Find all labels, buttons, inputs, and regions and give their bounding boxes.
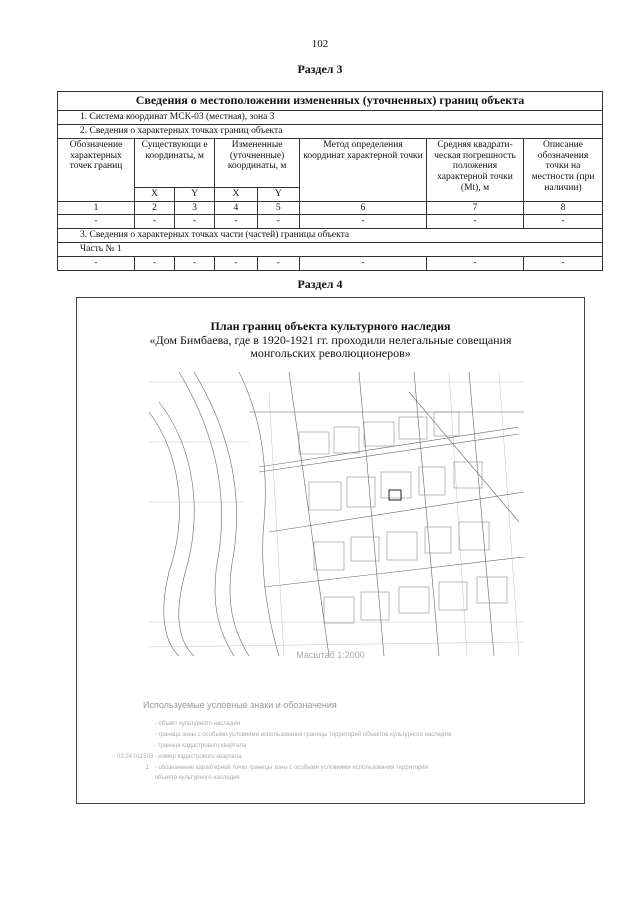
dash-cell: - bbox=[58, 257, 135, 271]
dash-cell: - bbox=[215, 215, 257, 229]
legend-item bbox=[117, 721, 240, 727]
dash-cell: - bbox=[135, 257, 175, 271]
legend-item bbox=[117, 743, 246, 749]
dash-row bbox=[58, 257, 603, 271]
part-points-row: 3. Сведения о характерных точках части (частей) границы объекта bbox=[58, 229, 603, 243]
num-cell: 6 bbox=[300, 201, 427, 215]
num-cell: 8 bbox=[524, 201, 603, 215]
col-method: Метод определения координат характерной точки bbox=[300, 138, 427, 201]
dash-cell: - bbox=[524, 257, 603, 271]
dash-cell: - bbox=[524, 215, 603, 229]
legend-text: - граница кадастрового квартала bbox=[154, 743, 247, 749]
sub-x-updated: X bbox=[215, 187, 257, 201]
dash-cell: - bbox=[427, 215, 524, 229]
legend-item bbox=[117, 775, 240, 781]
dash-cell: - bbox=[215, 257, 257, 271]
num-cell: 3 bbox=[175, 201, 215, 215]
section-4-title: Раздел 4 bbox=[297, 277, 343, 291]
plan-subtitle-line2: монгольских революционеров» bbox=[250, 346, 411, 360]
num-cell: 1 bbox=[58, 201, 135, 215]
col-existing-coords: Существующи е координаты, м bbox=[135, 138, 215, 187]
legend-text: - объект культурного наследия bbox=[154, 721, 241, 727]
col-updated-coords: Измененные (уточненные) координаты, м bbox=[215, 138, 300, 187]
col-point-designation: Обозначение характерных точек границ bbox=[58, 138, 135, 201]
dash-cell: - bbox=[257, 215, 299, 229]
dash-cell: - bbox=[135, 215, 175, 229]
coordinates-table bbox=[57, 91, 603, 271]
legend-symbol: 03:24:011503 bbox=[117, 754, 154, 760]
sub-y-updated: Y bbox=[257, 187, 299, 201]
dash-cell: - bbox=[58, 215, 135, 229]
num-cell: 7 bbox=[427, 201, 524, 215]
col-error: Средняя квадрати-ческая погрешность положения характерной точки (Mt), м bbox=[427, 138, 524, 201]
page-number: 102 bbox=[311, 38, 329, 50]
plan-title: План границ объекта культурного наследия bbox=[210, 319, 451, 333]
col-description: Описание обозначения точки на местности (при наличии) bbox=[524, 138, 603, 201]
dash-cell: - bbox=[300, 215, 427, 229]
legend-symbol: 1 bbox=[145, 765, 149, 771]
plan-frame bbox=[76, 297, 585, 804]
dash-cell: - bbox=[300, 257, 427, 271]
plan-subtitle-line1: «Дом Бимбаева, где в 1920-1921 гг. проходили нелегальные совещания bbox=[149, 333, 512, 347]
legend-text: - граница зоны с особыми условиями использования границы территорий объектов культурного наследия bbox=[154, 732, 452, 738]
legend-text: - обозначение характерной точки границы зоны с особыми условиями использования территории bbox=[154, 765, 429, 771]
table-header: Сведения о местоположении измененных (уточненных) границ объекта bbox=[58, 92, 603, 111]
legend-item bbox=[117, 754, 241, 760]
sub-x-existing: X bbox=[135, 187, 175, 201]
sub-y-existing: Y bbox=[175, 187, 215, 201]
num-cell: 5 bbox=[257, 201, 299, 215]
num-cell: 2 bbox=[135, 201, 175, 215]
section-3-title: Раздел 3 bbox=[297, 62, 343, 76]
coordinate-system-row: 1. Система координат МСК-03 (местная), зона 3 bbox=[58, 110, 603, 124]
points-info-row: 2. Сведения о характерных точках границ объекта bbox=[58, 124, 603, 138]
part-number-row: Часть № 1 bbox=[58, 243, 603, 257]
legend-text: - номер кадастрового квартала bbox=[154, 754, 242, 760]
dash-cell: - bbox=[175, 257, 215, 271]
dash-cell: - bbox=[257, 257, 299, 271]
legend-item bbox=[117, 765, 428, 771]
legend-item bbox=[117, 732, 451, 738]
numbers-row bbox=[58, 201, 603, 215]
dash-row bbox=[58, 215, 603, 229]
legend-title: Используемые условные знаки и обозначения bbox=[143, 700, 337, 710]
cadastral-map-image bbox=[149, 372, 524, 656]
legend-text: объекта культурного наследия bbox=[154, 775, 240, 781]
dash-cell: - bbox=[175, 215, 215, 229]
dash-cell: - bbox=[427, 257, 524, 271]
map-scale: Масштаб 1:2000 bbox=[296, 650, 365, 660]
num-cell: 4 bbox=[215, 201, 257, 215]
